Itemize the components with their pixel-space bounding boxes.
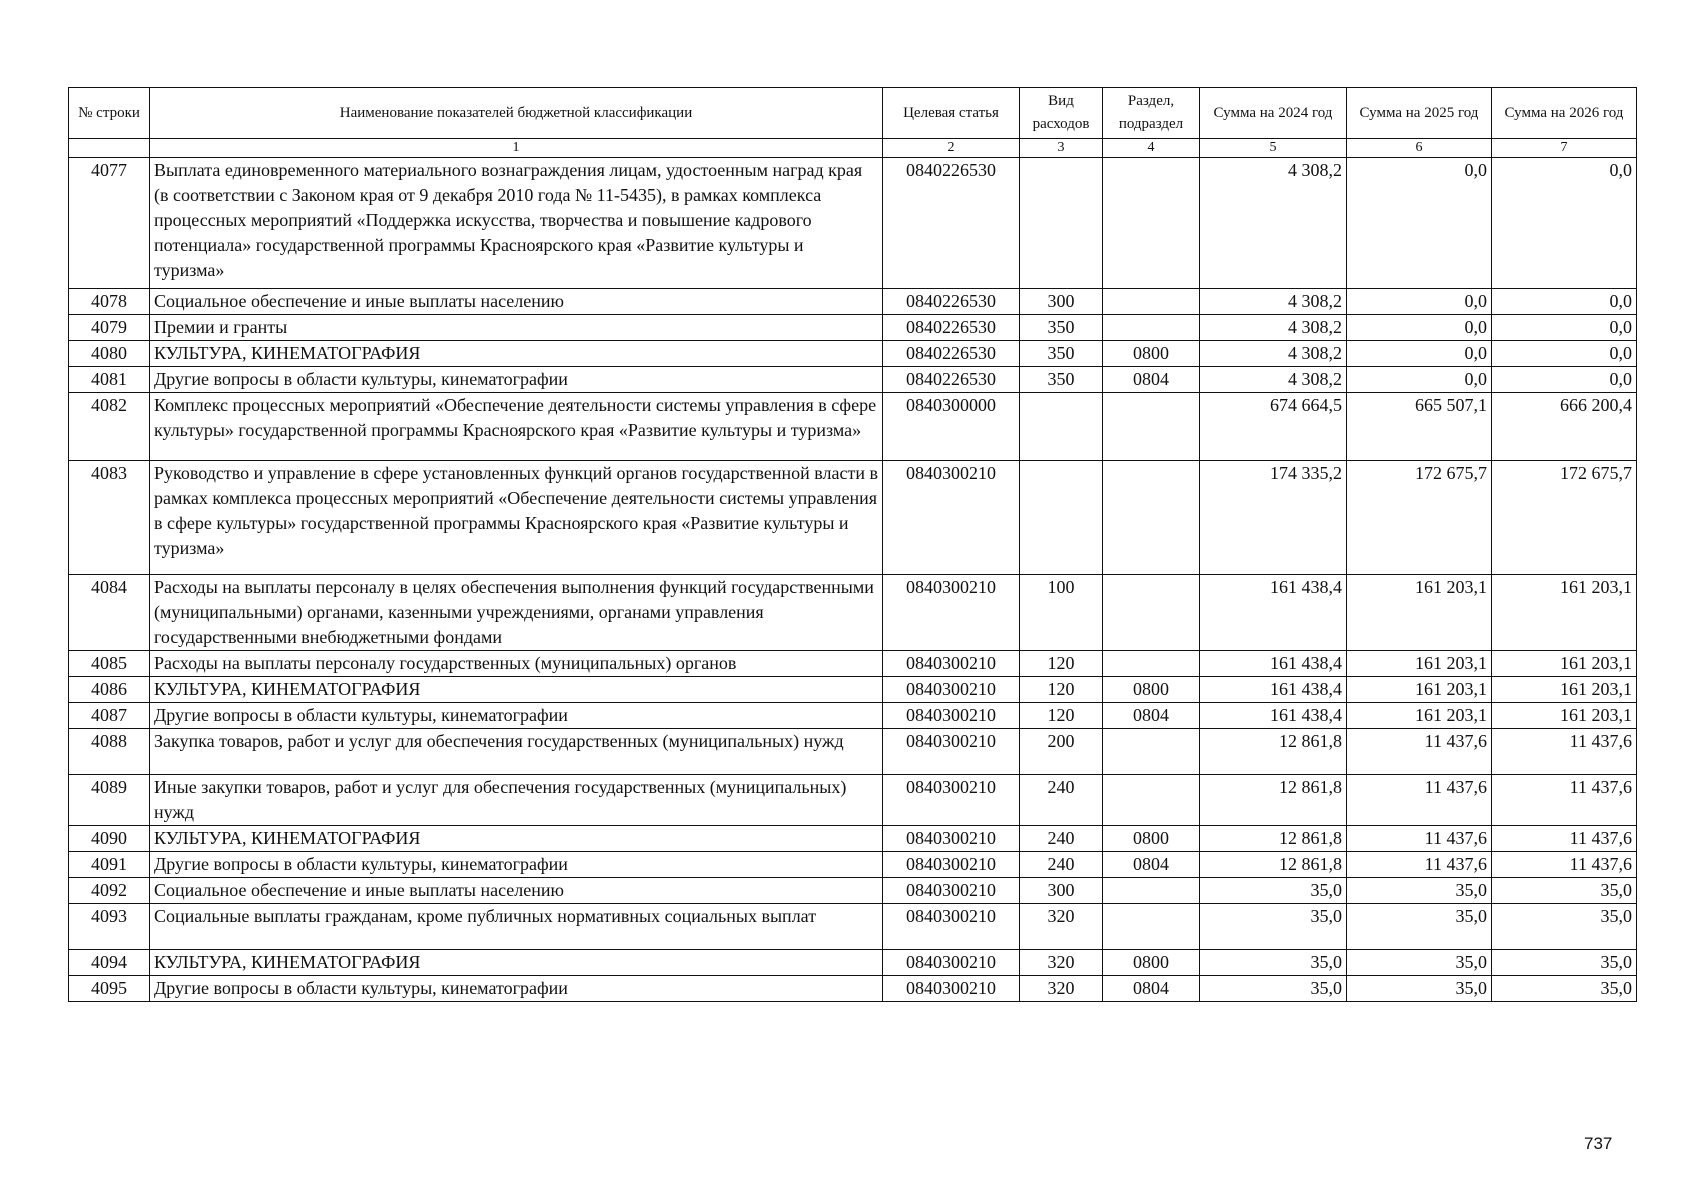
sum-2024-cell: 12 861,8 [1200,775,1347,826]
target-article-cell: 0840300210 [883,950,1020,976]
column-number: 1 [150,139,883,158]
expense-type-cell: 320 [1020,950,1103,976]
sum-2025-cell: 172 675,7 [1347,461,1492,575]
table-row [69,289,1637,315]
column-number: 2 [883,139,1020,158]
indicator-name-cell: КУЛЬТУРА, КИНЕМАТОГРАФИЯ [150,341,883,367]
expense-type-cell: 120 [1020,703,1103,729]
target-article-cell: 0840226530 [883,367,1020,393]
indicator-name-cell: Расходы на выплаты персоналу в целях обеспечения выполнения функций государственными (муниципальными) органами, казенными учреждениями, органами управления государственными внебюджетными фондами [150,575,883,651]
sum-2026-cell: 161 203,1 [1492,703,1637,729]
expense-type-cell: 240 [1020,852,1103,878]
expense-type-cell: 320 [1020,904,1103,950]
sum-2024-cell: 12 861,8 [1200,826,1347,852]
target-article-cell: 0840226530 [883,341,1020,367]
sum-2024-cell: 4 308,2 [1200,341,1347,367]
row-number-cell: 4084 [69,575,150,651]
sum-2025-cell: 11 437,6 [1347,826,1492,852]
section-code-cell [1103,158,1200,289]
table-row [69,852,1637,878]
column-number: 3 [1020,139,1103,158]
section-code-cell [1103,289,1200,315]
sum-2025-cell: 35,0 [1347,904,1492,950]
sum-2025-cell: 35,0 [1347,950,1492,976]
page-number: 737 [1584,1134,1613,1153]
section-code-cell: 0800 [1103,826,1200,852]
table-row [69,729,1637,775]
target-article-cell: 0840300210 [883,878,1020,904]
sum-2026-cell: 35,0 [1492,904,1637,950]
target-article-cell: 0840300210 [883,852,1020,878]
sum-2025-cell: 11 437,6 [1347,729,1492,775]
sum-2025-cell: 0,0 [1347,367,1492,393]
indicator-name-cell: Социальное обеспечение и иные выплаты населению [150,878,883,904]
target-article-cell: 0840300210 [883,575,1020,651]
table-row [69,950,1637,976]
section-code-cell: 0804 [1103,367,1200,393]
sum-2025-cell: 665 507,1 [1347,393,1492,461]
sum-2024-cell: 161 438,4 [1200,575,1347,651]
sum-2026-cell: 11 437,6 [1492,852,1637,878]
row-number-cell: 4079 [69,315,150,341]
sum-2024-cell: 12 861,8 [1200,729,1347,775]
sum-2026-cell: 0,0 [1492,158,1637,289]
sum-2024-cell: 161 438,4 [1200,703,1347,729]
sum-2025-cell: 161 203,1 [1347,677,1492,703]
row-number-cell: 4080 [69,341,150,367]
row-number-cell: 4078 [69,289,150,315]
section-code-cell: 0804 [1103,703,1200,729]
target-article-cell: 0840300210 [883,904,1020,950]
expense-type-cell: 350 [1020,367,1103,393]
expense-type-cell: 350 [1020,315,1103,341]
target-article-cell: 0840300210 [883,677,1020,703]
table-row [69,393,1637,461]
indicator-name-cell: КУЛЬТУРА, КИНЕМАТОГРАФИЯ [150,826,883,852]
section-code-cell: 0804 [1103,852,1200,878]
row-number-cell: 4093 [69,904,150,950]
table-header [69,88,1637,158]
indicator-name-cell: КУЛЬТУРА, КИНЕМАТОГРАФИЯ [150,677,883,703]
expense-type-cell: 120 [1020,677,1103,703]
header-sum-2025: Сумма на 2025 год [1347,88,1492,139]
indicator-name-cell: Социальное обеспечение и иные выплаты населению [150,289,883,315]
row-number-cell: 4095 [69,976,150,1002]
sum-2025-cell: 0,0 [1347,315,1492,341]
sum-2025-cell: 0,0 [1347,289,1492,315]
column-number: 4 [1103,139,1200,158]
expense-type-cell [1020,393,1103,461]
column-number-row [69,139,1637,158]
sum-2024-cell: 4 308,2 [1200,315,1347,341]
expense-type-cell: 300 [1020,878,1103,904]
target-article-cell: 0840300000 [883,393,1020,461]
sum-2024-cell: 674 664,5 [1200,393,1347,461]
sum-2026-cell: 11 437,6 [1492,826,1637,852]
sum-2024-cell: 12 861,8 [1200,852,1347,878]
section-code-cell [1103,393,1200,461]
sum-2024-cell: 35,0 [1200,878,1347,904]
row-number-cell: 4081 [69,367,150,393]
sum-2026-cell: 666 200,4 [1492,393,1637,461]
section-code-cell: 0800 [1103,950,1200,976]
sum-2026-cell: 161 203,1 [1492,575,1637,651]
sum-2026-cell: 0,0 [1492,367,1637,393]
section-code-cell [1103,315,1200,341]
sum-2026-cell: 35,0 [1492,950,1637,976]
table-row [69,775,1637,826]
table-row [69,703,1637,729]
header-indicator-name: Наименование показателей бюджетной классификации [150,88,883,139]
section-code-cell [1103,651,1200,677]
table-row [69,367,1637,393]
sum-2026-cell: 172 675,7 [1492,461,1637,575]
section-code-cell [1103,575,1200,651]
section-code-cell: 0800 [1103,341,1200,367]
table-row [69,677,1637,703]
header-row [69,88,1637,139]
row-number-cell: 4086 [69,677,150,703]
table-row [69,158,1637,289]
target-article-cell: 0840226530 [883,158,1020,289]
sum-2026-cell: 0,0 [1492,289,1637,315]
sum-2025-cell: 161 203,1 [1347,703,1492,729]
indicator-name-cell: Закупка товаров, работ и услуг для обеспечения государственных (муниципальных) нужд [150,729,883,775]
row-number-cell: 4094 [69,950,150,976]
target-article-cell: 0840300210 [883,461,1020,575]
row-number-cell: 4077 [69,158,150,289]
sum-2026-cell: 0,0 [1492,315,1637,341]
target-article-cell: 0840300210 [883,775,1020,826]
indicator-name-cell: Расходы на выплаты персоналу государственных (муниципальных) органов [150,651,883,677]
expense-type-cell [1020,461,1103,575]
sum-2024-cell: 4 308,2 [1200,158,1347,289]
indicator-name-cell: КУЛЬТУРА, КИНЕМАТОГРАФИЯ [150,950,883,976]
sum-2026-cell: 11 437,6 [1492,775,1637,826]
budget-table [68,87,1637,1002]
expense-type-cell: 200 [1020,729,1103,775]
indicator-name-cell: Другие вопросы в области культуры, кинематографии [150,976,883,1002]
row-number-cell: 4090 [69,826,150,852]
expense-type-cell: 120 [1020,651,1103,677]
table-row [69,976,1637,1002]
sum-2026-cell: 35,0 [1492,976,1637,1002]
section-code-cell [1103,775,1200,826]
sum-2024-cell: 161 438,4 [1200,677,1347,703]
column-number: 5 [1200,139,1347,158]
row-number-cell: 4091 [69,852,150,878]
table-row [69,826,1637,852]
target-article-cell: 0840300210 [883,826,1020,852]
indicator-name-cell: Другие вопросы в области культуры, кинематографии [150,703,883,729]
section-code-cell [1103,729,1200,775]
target-article-cell: 0840226530 [883,315,1020,341]
sum-2025-cell: 11 437,6 [1347,852,1492,878]
table-row [69,461,1637,575]
indicator-name-cell: Иные закупки товаров, работ и услуг для обеспечения государственных (муниципальных) нужд [150,775,883,826]
column-number: 7 [1492,139,1637,158]
sum-2025-cell: 161 203,1 [1347,651,1492,677]
header-row-number: № строки [69,88,150,139]
row-number-cell: 4087 [69,703,150,729]
column-number: 6 [1347,139,1492,158]
table-row [69,341,1637,367]
row-number-cell: 4082 [69,393,150,461]
sum-2024-cell: 4 308,2 [1200,367,1347,393]
expense-type-cell: 100 [1020,575,1103,651]
indicator-name-cell: Руководство и управление в сфере установленных функций органов государственной власти в рамках комплекса процессных мероприятий «Обеспечение деятельности системы управления в сфере культуры» государственной программы Красноярского края «Развитие культуры и туризма» [150,461,883,575]
table-row [69,651,1637,677]
header-sum-2024: Сумма на 2024 год [1200,88,1347,139]
row-number-cell: 4092 [69,878,150,904]
sum-2025-cell: 11 437,6 [1347,775,1492,826]
expense-type-cell: 240 [1020,826,1103,852]
header-expense-type: Вид расходов [1020,88,1103,139]
sum-2026-cell: 11 437,6 [1492,729,1637,775]
header-sum-2026: Сумма на 2026 год [1492,88,1637,139]
sum-2024-cell: 35,0 [1200,950,1347,976]
section-code-cell [1103,904,1200,950]
sum-2024-cell: 35,0 [1200,904,1347,950]
header-target-article: Целевая статья [883,88,1020,139]
sum-2026-cell: 35,0 [1492,878,1637,904]
table-body [69,158,1637,1002]
sum-2026-cell: 161 203,1 [1492,677,1637,703]
sum-2025-cell: 35,0 [1347,878,1492,904]
sum-2024-cell: 4 308,2 [1200,289,1347,315]
target-article-cell: 0840300210 [883,651,1020,677]
row-number-cell: 4085 [69,651,150,677]
section-code-cell [1103,878,1200,904]
section-code-cell: 0804 [1103,976,1200,1002]
sum-2025-cell: 161 203,1 [1347,575,1492,651]
table-row [69,904,1637,950]
table-row [69,575,1637,651]
indicator-name-cell: Выплата единовременного материального вознаграждения лицам, удостоенным наград края (в соответствии с Законом края от 9 декабря 2010 года № 11-5435), в рамках комплекса процессных мероприятий «Поддержка искусства, творчества и повышение кадрового потенциала» государственной программы Красноярского края «Развитие культуры и туризма» [150,158,883,289]
row-number-cell: 4088 [69,729,150,775]
expense-type-cell: 240 [1020,775,1103,826]
indicator-name-cell: Социальные выплаты гражданам, кроме публичных нормативных социальных выплат [150,904,883,950]
expense-type-cell [1020,158,1103,289]
section-code-cell [1103,461,1200,575]
sum-2025-cell: 0,0 [1347,341,1492,367]
row-number-cell: 4083 [69,461,150,575]
indicator-name-cell: Другие вопросы в области культуры, кинематографии [150,367,883,393]
sum-2024-cell: 161 438,4 [1200,651,1347,677]
indicator-name-cell: Премии и гранты [150,315,883,341]
sum-2026-cell: 161 203,1 [1492,651,1637,677]
target-article-cell: 0840226530 [883,289,1020,315]
indicator-name-cell: Другие вопросы в области культуры, кинематографии [150,852,883,878]
header-section: Раздел, подраздел [1103,88,1200,139]
sum-2024-cell: 35,0 [1200,976,1347,1002]
target-article-cell: 0840300210 [883,976,1020,1002]
sum-2024-cell: 174 335,2 [1200,461,1347,575]
row-number-cell: 4089 [69,775,150,826]
expense-type-cell: 300 [1020,289,1103,315]
sum-2026-cell: 0,0 [1492,341,1637,367]
expense-type-cell: 350 [1020,341,1103,367]
column-number [69,139,150,158]
indicator-name-cell: Комплекс процессных мероприятий «Обеспечение деятельности системы управления в сфере культуры» государственной программы Красноярского края «Развитие культуры и туризма» [150,393,883,461]
target-article-cell: 0840300210 [883,703,1020,729]
target-article-cell: 0840300210 [883,729,1020,775]
section-code-cell: 0800 [1103,677,1200,703]
sum-2025-cell: 35,0 [1347,976,1492,1002]
table-row [69,315,1637,341]
sum-2025-cell: 0,0 [1347,158,1492,289]
expense-type-cell: 320 [1020,976,1103,1002]
table-row [69,878,1637,904]
